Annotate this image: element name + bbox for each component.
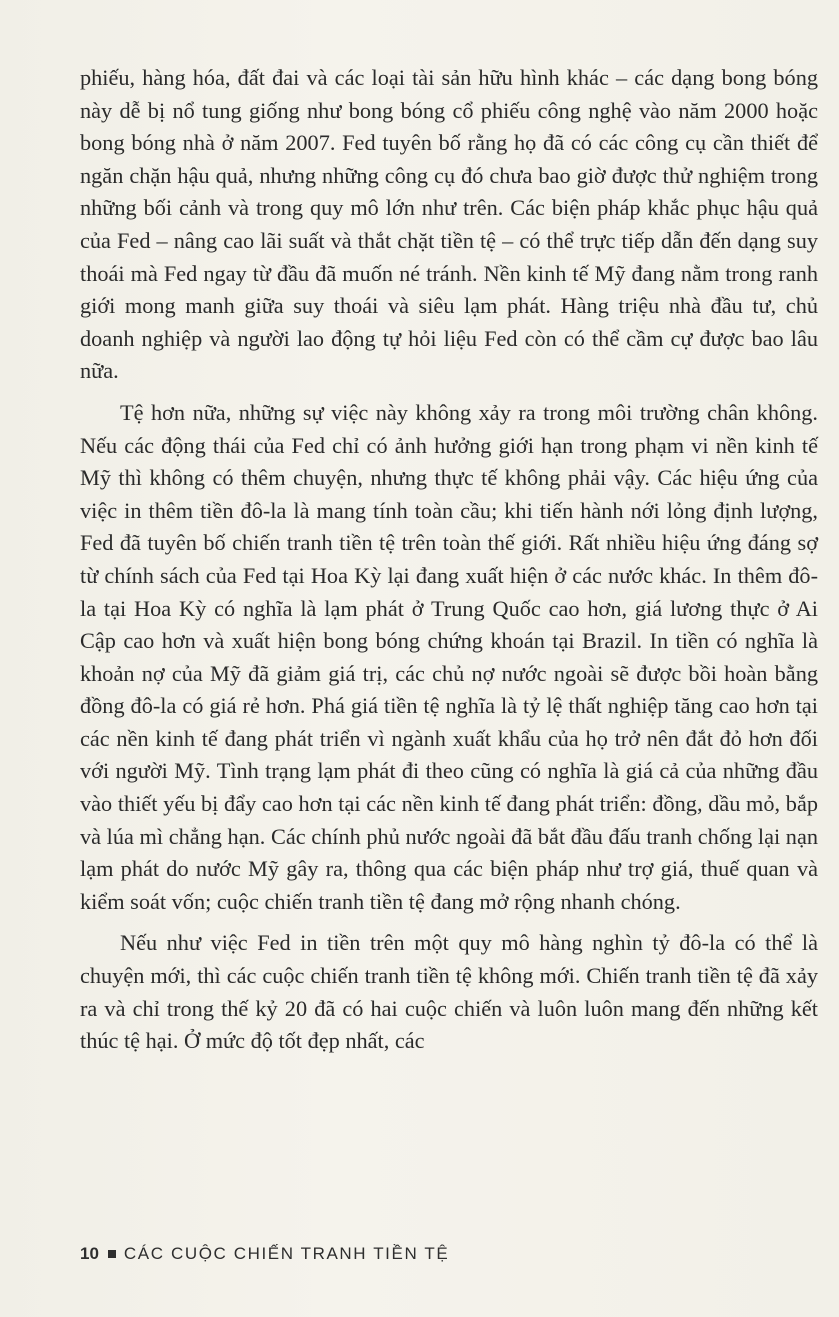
page-footer xyxy=(80,1244,449,1264)
body-text xyxy=(80,62,818,1058)
page-number: 10 xyxy=(80,1244,99,1263)
paragraph: Nếu như việc Fed in tiền trên một quy mô hàng nghìn tỷ đô-la có thể là chuyện mới, thì các cuộc chiến tranh tiền tệ không mới. Chiến tranh tiền tệ đã xảy ra và chỉ trong thế kỷ 20 đã có hai cuộc chiến và luôn luôn mang đến những kết thúc tệ hại. Ở mức độ tốt đẹp nhất, các xyxy=(80,930,818,1054)
running-title: CÁC CUỘC CHIẾN TRANH TIỀN TỆ xyxy=(123,1244,450,1263)
paragraph: Tệ hơn nữa, những sự việc này không xảy ra trong môi trường chân không. Nếu các động thái của Fed chỉ có ảnh hưởng giới hạn trong phạm vi nền kinh tế Mỹ thì không có thêm chuyện, nhưng thực tế không phải vậy. Các hiệu ứng của việc in thêm tiền đô-la là mang tính toàn cầu; khi tiến hành nới lỏng định lượng, Fed đã tuyên bố chiến tranh tiền tệ trên toàn thế giới. Rất nhiều hiệu ứng đáng sợ từ chính sách của Fed tại Hoa Kỳ lại đang xuất hiện ở các nước khác. In thêm đô-la tại Hoa Kỳ có nghĩa là lạm phát ở Trung Quốc cao hơn, giá lương thực ở Ai Cập cao hơn và xuất hiện bong bóng chứng khoán tại Brazil. In tiền có nghĩa là khoản nợ của Mỹ đã giảm giá trị, các chủ nợ nước ngoài sẽ được bồi hoàn bằng đồng đô-la có giá rẻ hơn. Phá giá tiền tệ nghĩa là tỷ lệ thất nghiệp tăng cao hơn tại các nền kinh tế đang phát triển vì ngành xuất khẩu của họ trở nên đắt đỏ hơn đối với người Mỹ. Tình trạng lạm phát đi theo cũng có nghĩa là giá cả của những đầu vào thiết yếu bị đẩy cao hơn tại các nền kinh tế đang phát triển: đồng, dầu mỏ, bắp và lúa mì chẳng hạn. Các chính phủ nước ngoài đã bắt đầu đấu tranh chống lại nạn lạm phát do nước Mỹ gây ra, thông qua các biện pháp như trợ giá, thuế quan và kiểm soát vốn; cuộc chiến tranh tiền tệ đang mở rộng nhanh chóng. xyxy=(80,399,818,914)
paragraph-continued: phiếu, hàng hóa, đất đai và các loại tài sản hữu hình khác – các dạng bong bóng này dễ bị nổ tung giống như bong bóng cổ phiếu công nghệ vào năm 2000 hoặc bong bóng nhà ở năm 2007. Fed tuyên bố rằng họ đã có các công cụ cần thiết để ngăn chặn hậu quả, nhưng những công cụ đó chưa bao giờ được thử nghiệm trong những bối cảnh và trong quy mô lớn như trên. Các biện pháp khắc phục hậu quả của Fed – nâng cao lãi suất và thắt chặt tiền tệ – có thể trực tiếp dẫn đến dạng suy thoái mà Fed ngay từ đầu đã muốn né tránh. Nền kinh tế Mỹ đang nằm trong ranh giới mong manh giữa suy thoái và siêu lạm phát. Hàng triệu nhà đầu tư, chủ doanh nghiệp và người lao động tự hỏi liệu Fed còn có thể cầm cự được bao lâu nữa. xyxy=(80,65,818,384)
square-separator-icon xyxy=(108,1250,116,1258)
